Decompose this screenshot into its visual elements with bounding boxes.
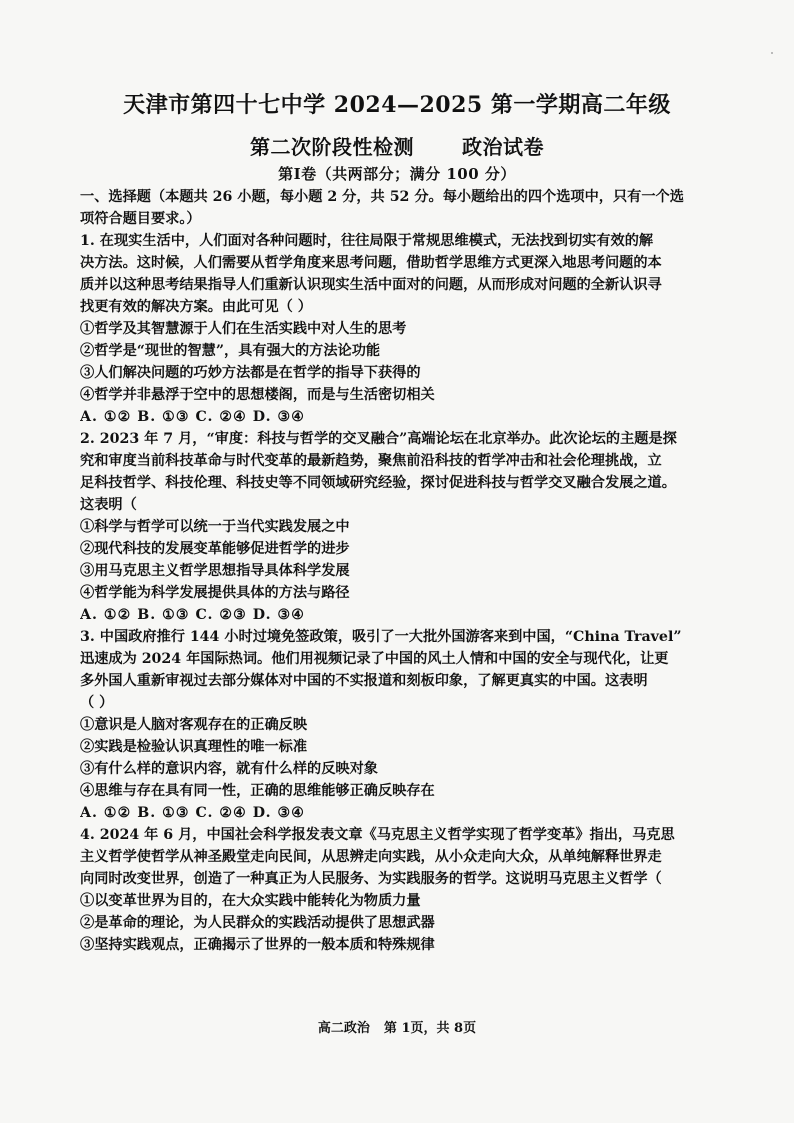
paper-part-label: 第Ⅰ卷（共两部分；满分 100 分） <box>278 165 516 183</box>
question-stem-line: 质并以这种思考结果指导人们重新认识现实生活中面对的问题，从而形成对问题的全新认识寻 <box>80 277 662 293</box>
exam-subtitle <box>0 131 794 160</box>
question-stem-line: 找更有效的解决方案。由此可见（ ） <box>80 299 312 315</box>
footer-subject: 高二政治 <box>317 1021 370 1036</box>
question-stem-line: 1. 在现实生活中，人们面对各种问题时，往往局限于常规思维模式，无法找到切实有效的解 <box>80 233 654 249</box>
question-item: ①意识是人脑对客观存在的正确反映 <box>80 717 308 733</box>
question-item: ①以变革世界为目的，在大众实践中能转化为物质力量 <box>80 893 421 909</box>
question-3 <box>80 626 760 824</box>
question-item: ③人们解决问题的巧妙方法都是在哲学的指导下获得的 <box>80 365 421 381</box>
question-stem-line: 决方法。这时候，人们需要从哲学角度来思考问题，借助哲学思维方式更深入地思考问题的本 <box>80 255 662 271</box>
question-stem-line: 这表明（ <box>80 497 137 513</box>
exam-stage-label: 第二次阶段性检测 <box>250 135 414 159</box>
question-item: ④哲学能为科学发展提供具体的方法与路径 <box>80 585 350 601</box>
question-item: ④哲学并非悬浮于空中的思想楼阁，而是与生活密切相关 <box>80 387 435 403</box>
answer-options: A. ①② B. ①③ C. ②③ D. ③④ <box>80 607 305 623</box>
question-stem-line: 3. 中国政府推行 144 小时过境免签政策，吸引了一大批外国游客来到中国，“China Travel” <box>80 629 682 645</box>
section-heading-cont: 项符合题目要求。） <box>80 211 201 227</box>
question-stem-line: 2. 2023 年 7 月，“审度：科技与哲学的交叉融合”高端论坛在北京举办。此次论坛的主题是探 <box>80 431 677 447</box>
question-4 <box>80 824 760 956</box>
question-item: ②是革命的理论，为人民群众的实践活动提供了思想武器 <box>80 915 435 931</box>
answer-options: A. ①② B. ①③ C. ②④ D. ③④ <box>80 409 305 425</box>
question-stem-line: 足科技哲学、科技伦理、科技史等不同领域研究经验，探讨促进科技与哲学交叉融合发展之道。 <box>80 475 676 491</box>
scan-speck <box>771 52 773 54</box>
question-item: ①哲学及其智慧源于人们在生活实践中对人生的思考 <box>80 321 407 337</box>
question-item: ②哲学是“现世的智慧”，具有强大的方法论功能 <box>80 343 381 359</box>
question-item: ④思维与存在具有同一性，正确的思维能够正确反映存在 <box>80 783 435 799</box>
question-item: ③坚持实践观点，正确揭示了世界的一般本质和特殊规律 <box>80 937 435 953</box>
question-stem-line: 多外国人重新审视过去部分媒体对中国的不实报道和刻板印象，了解更真实的中国。这表明 <box>80 673 648 689</box>
exam-title: 天津市第四十七中学 2024—2025 第一学期高二年级 <box>123 92 671 118</box>
question-2 <box>80 428 760 626</box>
question-item: ③有什么样的意识内容，就有什么样的反映对象 <box>80 761 378 777</box>
question-stem-line: 主义哲学使哲学从神圣殿堂走向民间，从思辨走向实践，从小众走向大众，从单纯解释世界走 <box>80 849 662 865</box>
question-stem-line: 向同时改变世界，创造了一种真正为人民服务、为实践服务的哲学。这说明马克思主义哲学（ <box>80 871 662 887</box>
question-stem-line: 4. 2024 年 6 月，中国社会科学报发表文章《马克思主义哲学实现了哲学变革》指出，马克思 <box>80 827 675 843</box>
answer-options: A. ①② B. ①③ C. ②④ D. ③④ <box>80 805 305 821</box>
question-item: ②现代科技的发展变革能够促进哲学的进步 <box>80 541 350 557</box>
question-stem-line: 迅速成为 2024 年国际热词。他们用视频记录了中国的风土人情和中国的安全与现代化，让更 <box>80 651 669 667</box>
page-footer <box>0 1017 794 1036</box>
section-heading: 一、选择题（本题共 26 小题，每小题 2 分，共 52 分。每小题给出的四个选项中，只有一个选 <box>80 189 684 205</box>
question-item: ③用马克思主义哲学思想指导具体科学发展 <box>80 563 350 579</box>
exam-body <box>80 186 760 956</box>
question-stem-line: 究和审度当前科技革命与时代变革的最新趋势，聚焦前沿科技的哲学冲击和社会伦理挑战，立 <box>80 453 662 469</box>
question-item: ②实践是检验认识真理性的唯一标准 <box>80 739 308 755</box>
question-stem-line: （ ） <box>80 695 114 711</box>
exam-subject-label: 政治试卷 <box>462 135 544 159</box>
footer-page-number: 第 1页，共 8页 <box>383 1021 477 1036</box>
question-1 <box>80 230 760 428</box>
question-item: ①科学与哲学可以统一于当代实践发展之中 <box>80 519 350 535</box>
